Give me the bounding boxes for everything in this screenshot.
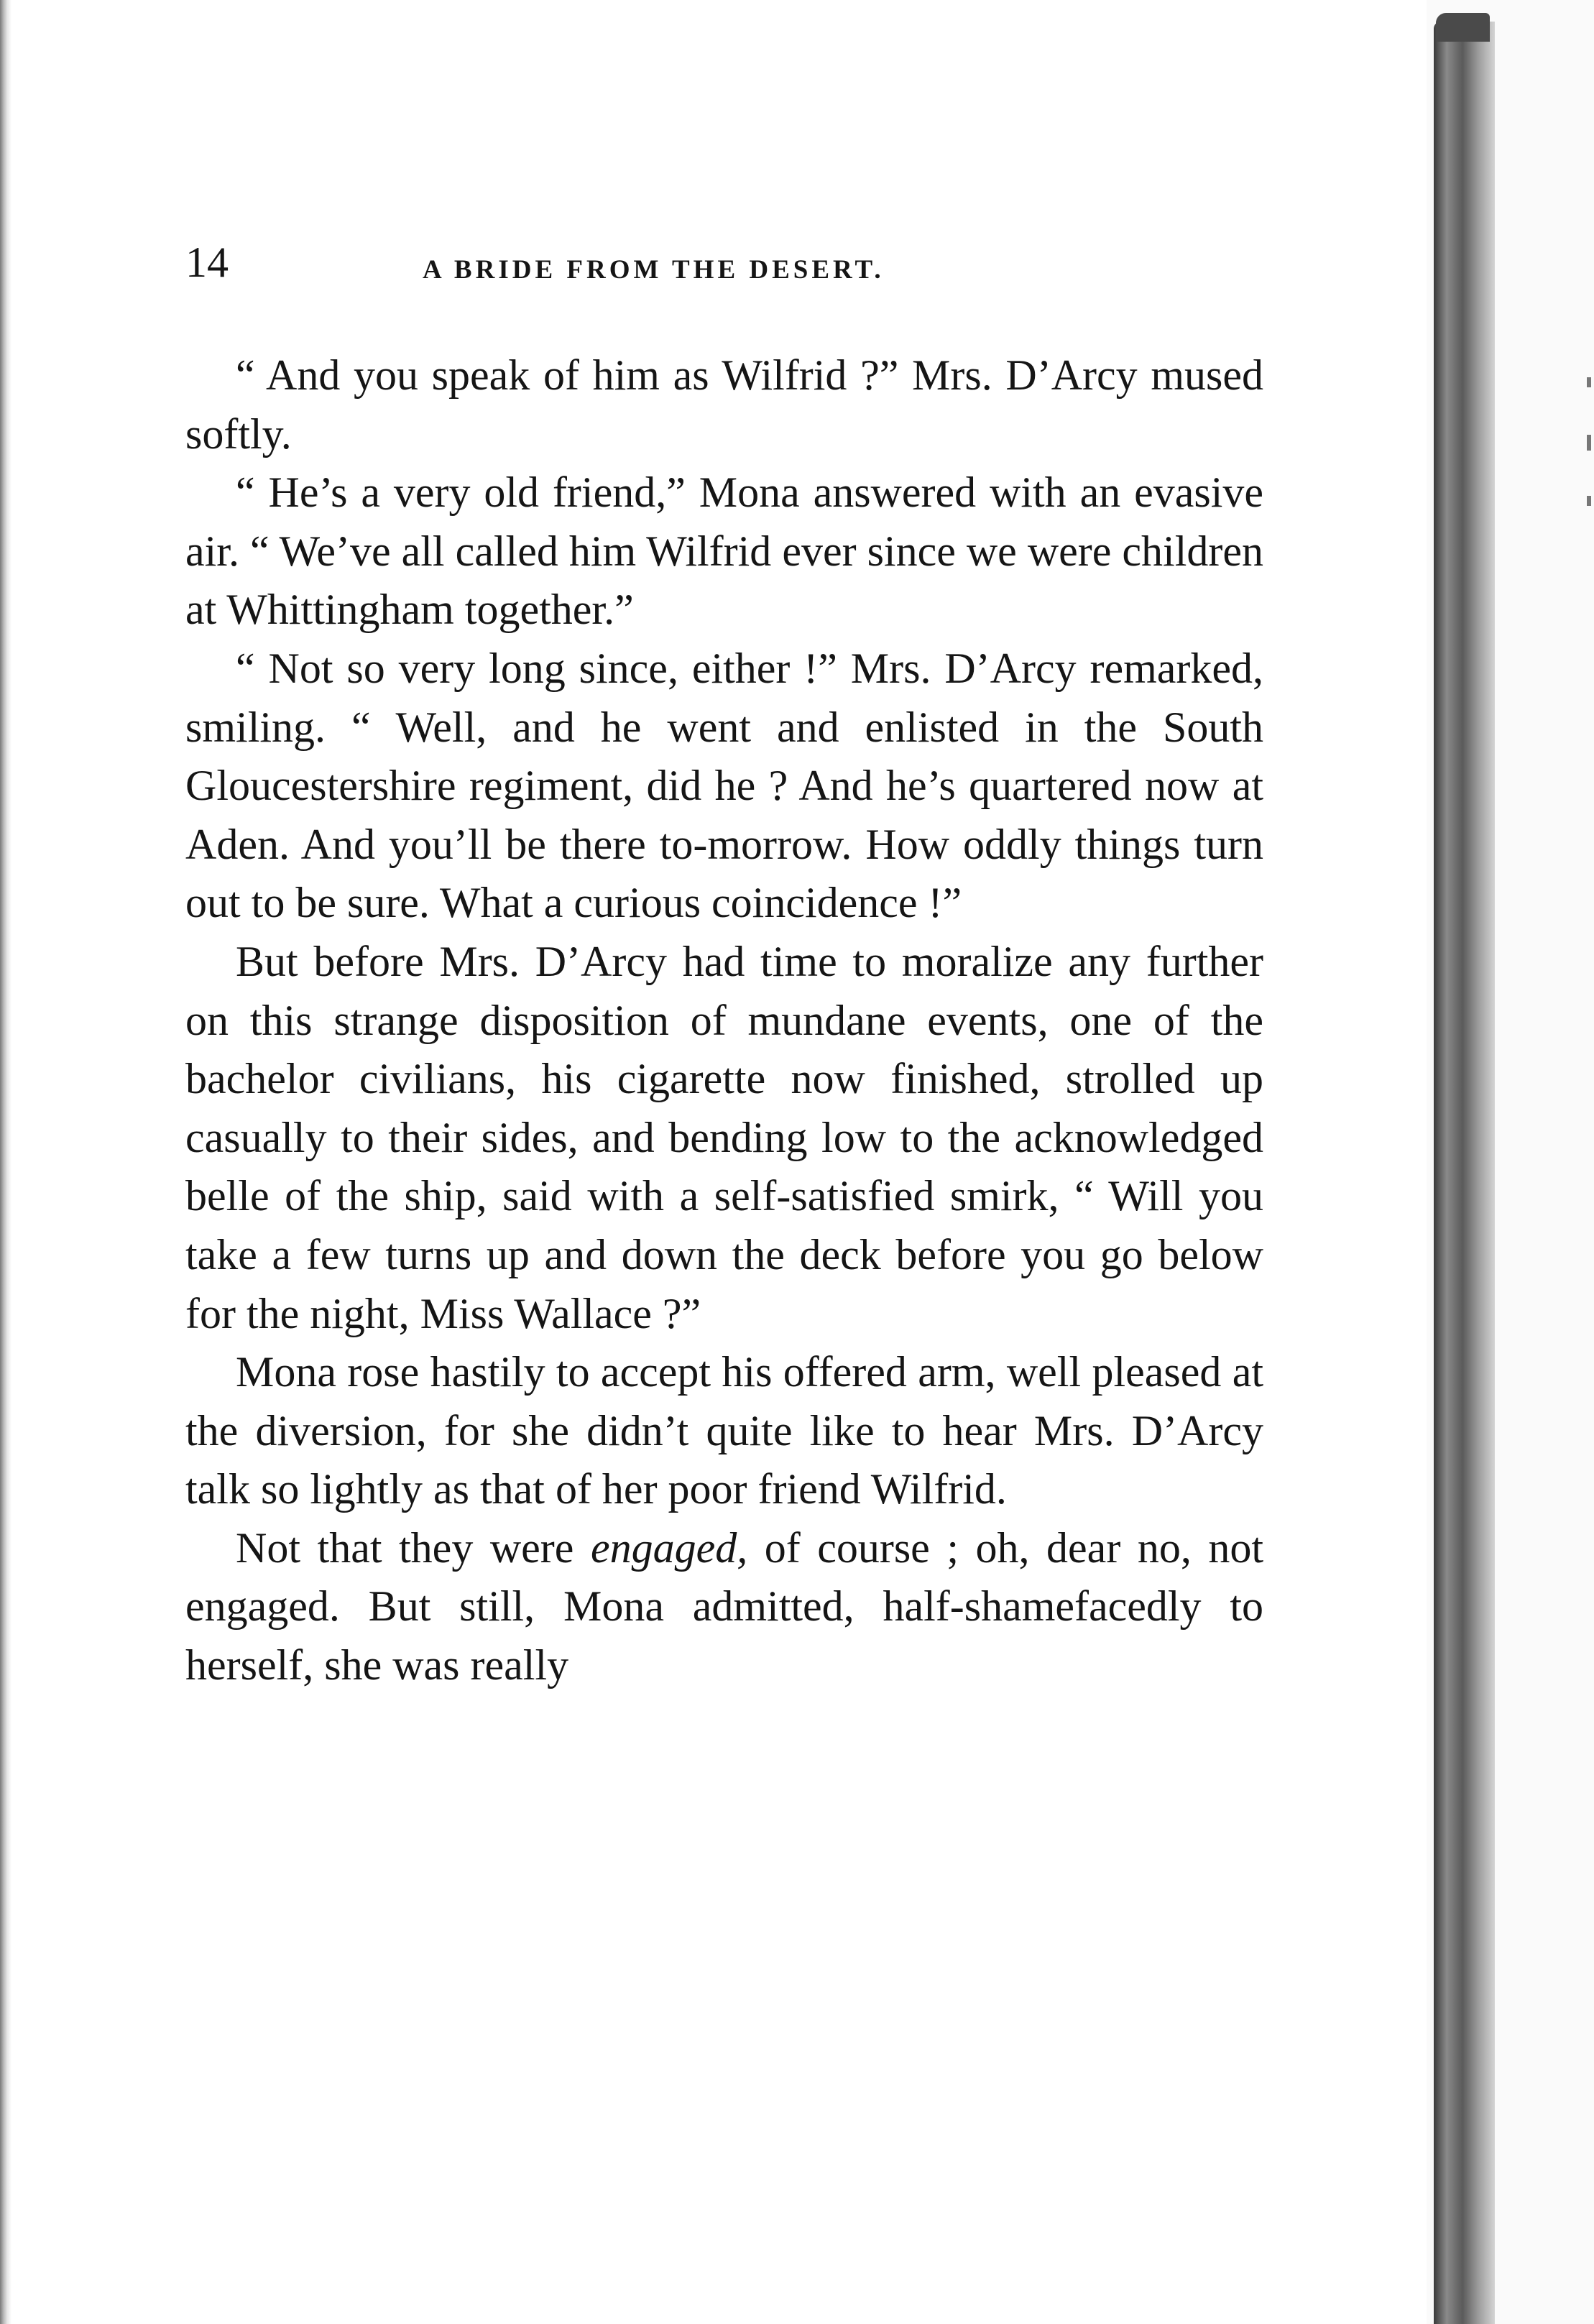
paragraph-text: But before Mrs. D’Arcy had time to moralize any further on this strange disposition of mundane events, one of the bachelor civilians, his cigarette now finished, strolled up casually to their sides, and bending low to the acknowledged belle of the ship, said with a self-satisfied smirk, “ Will you take a few turns up and down the deck before you go below for the night, Miss Wallace ?” [185, 937, 1263, 1337]
paragraph-text: Mona rose hastily to accept his offered arm, well pleased at the diversion, for she didn’t quite like to hear Mrs. D’Arcy talk so lightly as that of her poor friend Wilfrid. [185, 1348, 1263, 1513]
paragraph [185, 1519, 1263, 1695]
paragraph [185, 640, 1263, 933]
edge-speck [1587, 435, 1591, 451]
paragraph [185, 464, 1263, 640]
paragraph [185, 933, 1263, 1343]
edge-speck [1587, 377, 1591, 387]
italic-word: engaged, [590, 1523, 748, 1572]
paragraph [185, 346, 1263, 464]
book-fore-edge-top [1436, 13, 1490, 42]
book-fore-edge [1434, 22, 1495, 2324]
body-text [185, 346, 1263, 1695]
paragraph-text: “ Not so very long since, either !” Mrs. D’Arcy remarked, smiling. “ Well, and he went and enlisted in the South Gloucestershire regiment, did he ? And he’s quartered now at Aden. And you’ll be there to-morrow. How oddly things turn out to be sure. What a curious coincidence !” [185, 644, 1263, 927]
paragraph-text: Not that they were [236, 1523, 591, 1572]
paragraph-text: of course ; oh, dear no, not engaged. But still, Mona admitted, half-shamefacedly to herself, she was really [185, 1523, 1264, 1689]
paragraph-text: “ And you speak of him as Wilfrid ?” Mrs. D’Arcy mused softly. [185, 351, 1263, 458]
paragraph-text: “ He’s a very old friend,” Mona answered with an evasive air. “ We’ve all called him Wilfrid ever since we were children at Whittingham together.” [185, 469, 1263, 634]
page-header [185, 241, 1263, 291]
page-number: 14 [185, 239, 229, 286]
page-left-edge [0, 0, 11, 2324]
edge-speck [1587, 496, 1591, 506]
paragraph [185, 1343, 1263, 1519]
running-head: A BRIDE FROM THE DESERT. [423, 255, 885, 285]
